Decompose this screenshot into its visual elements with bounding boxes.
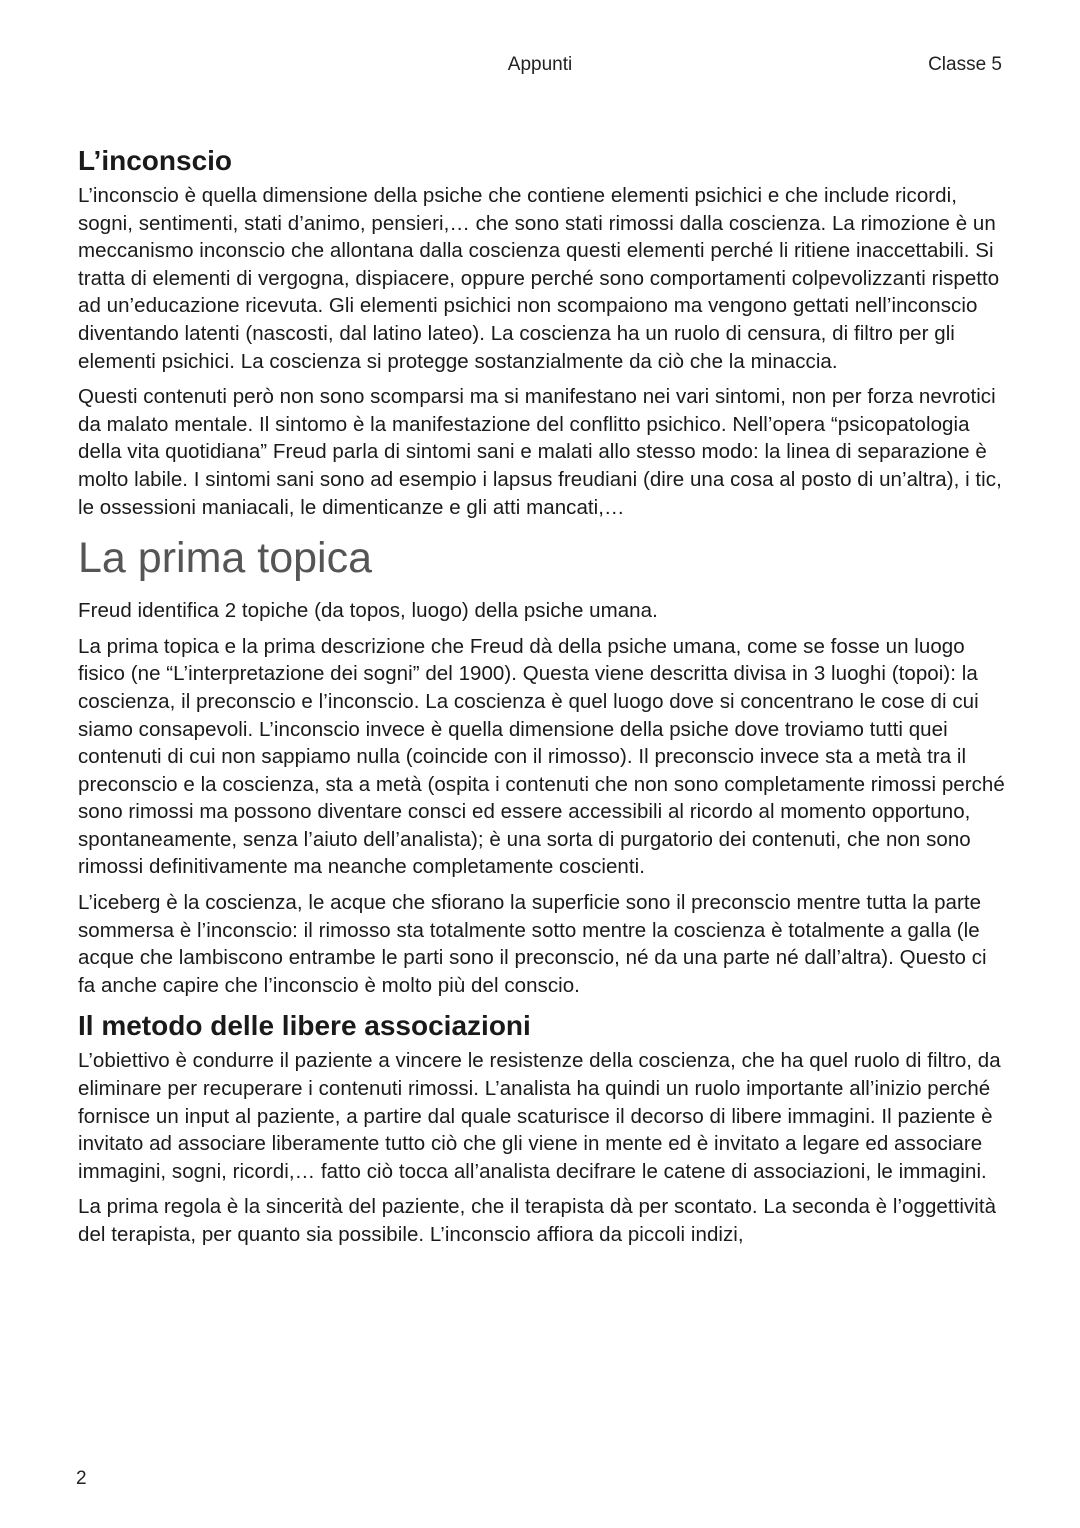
heading-prima-topica: La prima topica — [78, 534, 372, 583]
document-title: Appunti — [507, 54, 573, 75]
document-body — [78, 142, 1008, 1257]
page-number: 2 — [76, 1468, 87, 1489]
paragraph: L’obiettivo è condurre il paziente a vincere le resistenze della coscienza, che ha quel ruolo di filtro, da eliminare per recuperare i contenuti rimossi. L’analista ha quindi un ruolo importante all’inizio perché fornisce un input al paziente, a partire dal quale scaturisce il decorso di libere immagini. Il paziente è invitato ad associare liberamente tutto ciò che gli viene in mente ed è invitato a legare ed associare immagini, sogni, ricordi,… fatto ciò tocca all’analista decifrare le catene di associazioni, le immagini. — [78, 1049, 1001, 1183]
paragraph: La prima topica e la prima descrizione che Freud dà della psiche umana, come se fosse un luogo fisico (ne “L’interpretazione dei sogni” del 1900). Questa viene descritta divisa in 3 luoghi (topoi): la coscienza, il preconscio e l’inconscio. La coscienza è quel luogo dove si concentrano le cose di cui siamo consapevoli. L’inconscio invece è quella dimensione della psiche dove troviamo tutti quei contenuti di cui non sappiamo nulla (coincide con il rimosso). Il preconscio invece sta a metà tra il preconscio e la coscienza, sta a metà (ospita i contenuti che non sono completamente rimossi perché sono rimossi ma possono diventare consci ed essere accessibili al ricordo al momento opportuno, spontaneamente, senza l’aiuto dell’analista); è una sorta di purgatorio dei contenuti, che non sono rimossi definitivamente ma neanche completamente coscienti. — [78, 634, 1005, 879]
paragraph: L’iceberg è la coscienza, le acque che sfiorano la superficie sono il preconscio mentre tutta la parte sommersa è l’inconscio: il rimosso sta totalmente sotto mentre la coscienza è totalmente a galla (le acque che lambiscono entrambe le parti sono il preconscio, né da una parte né dall’altra). Questo ci fa anche capire che l’inconscio è molto più del conscio. — [78, 891, 987, 997]
paragraph: Freud identifica 2 topiche (da topos, luogo) della psiche umana. — [78, 599, 658, 623]
paragraph: L’inconscio è quella dimensione della psiche che contiene elementi psichici e che include ricordi, sogni, sentimenti, stati d’animo, pensieri,… che sono stati rimossi dalla coscienza. La rimozione è un meccanismo inconscio che allontana dalla coscienza questi elementi perché li ritiene inaccettabili. Si tratta di elementi di vergogna, dispiacere, oppure perché sono comportamenti colpevolizzanti rispetto ad un’educazione ricevuta. Gli elementi psichici non scompaiono ma vengono gettati nell’inconscio diventando latenti (nascosti, dal latino lateo). La coscienza ha un ruolo di censura, di filtro per gli elementi psichici. La coscienza si protegge sostanzialmente da ciò che la minaccia. — [78, 184, 1000, 373]
paragraph: La prima regola è la sincerità del paziente, che il terapista dà per scontato. La seconda è l’oggettività del terapista, per quanto sia possibile. L’inconscio affiora da piccoli indizi, — [78, 1195, 997, 1246]
class-label: Classe 5 — [928, 54, 1002, 75]
heading-inconscio: L’inconscio — [78, 145, 233, 176]
paragraph: Questi contenuti però non sono scomparsi ma si manifestano nei vari sintomi, non per forza nevrotici da malato mentale. Il sintomo è la manifestazione del conflitto psichico. Nell’opera “psicopatologia della vita quotidiana” Freud parla di sintomi sani e malati allo stesso modo: la linea di separazione è molto labile. I sintomi sani sono ad esempio i lapsus freudiani (dire una cosa al posto di un’altra), i tic, le ossessioni maniacali, le dimenticanze e gli atti mancati,… — [78, 385, 1002, 519]
heading-libere-associazioni: Il metodo delle libere associazioni — [78, 1010, 531, 1042]
